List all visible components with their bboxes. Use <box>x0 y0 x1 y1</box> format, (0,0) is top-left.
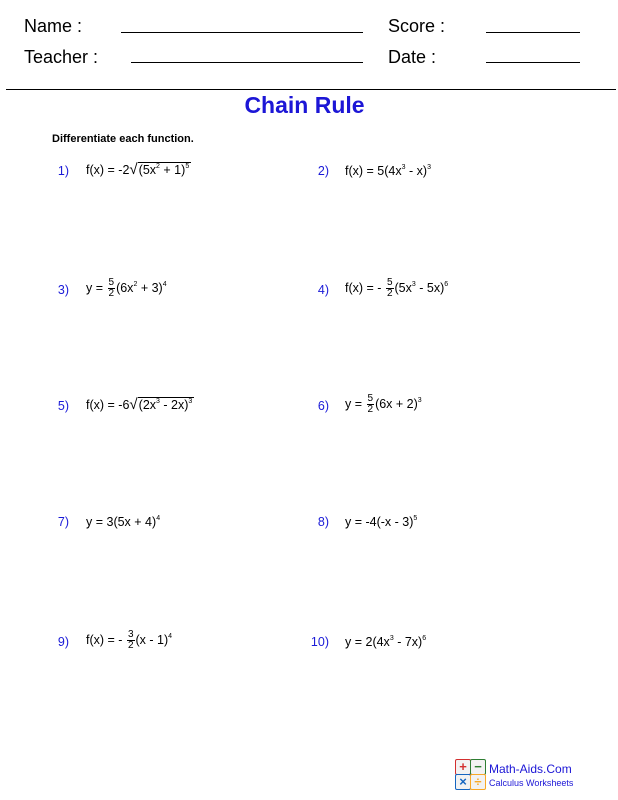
name-label: Name : <box>24 16 83 36</box>
worksheet-title: Chain Rule <box>244 92 365 118</box>
site-subtitle: Calculus Worksheets <box>489 778 574 788</box>
radical-content: $(5x^2 + 1)^5$ <box>138 163 190 177</box>
question-7-expression: $y = 3(5x + 4)^4$ <box>86 515 161 529</box>
question-number: 1) <box>57 164 69 178</box>
question-10-expression: $y = 2(4x^3 - 7x)^6$ <box>345 635 427 649</box>
divide-icon: ÷ <box>470 774 486 790</box>
question-3-expression: y = $\frac{5}{2}$ $(6x^2 + 3)^4$ <box>86 277 167 299</box>
question-number: 5) <box>57 399 69 413</box>
question-9-expression: f(x) = - $\frac{3}{2}$ (x - 1)$^4$ <box>86 629 173 651</box>
math-aids-logo-icon <box>455 759 485 789</box>
plus-icon: + <box>455 759 471 775</box>
question-number: 6) <box>317 399 329 413</box>
radical-content: $(2x^3 - 2x)^3$ <box>138 398 193 412</box>
name-line <box>121 32 363 33</box>
teacher-line <box>131 62 363 63</box>
radical-sign: √ <box>129 161 138 178</box>
question-4-expression: f(x) = - $\frac{5}{2}$ $(5x^3 - 5x)^6$ <box>345 277 449 299</box>
fraction: $\frac{5}{2}$ <box>108 277 115 299</box>
teacher-label: Teacher : <box>24 47 99 67</box>
radical-sign: √ <box>129 396 138 413</box>
date-line <box>486 62 580 63</box>
question-number: 4) <box>317 283 329 297</box>
score-label: Score : <box>388 16 446 36</box>
question-6-expression: y = $\frac{5}{2}$ $(6x + 2)^3$ <box>345 393 422 415</box>
question-number: 10) <box>310 635 329 649</box>
date-label: Date : <box>388 47 437 67</box>
fraction: $\frac{5}{2}$ <box>386 277 393 299</box>
multiply-icon: × <box>455 774 471 790</box>
question-number: 2) <box>317 164 329 178</box>
question-number: 9) <box>57 635 69 649</box>
question-number: 7) <box>57 515 69 529</box>
score-line <box>486 32 580 33</box>
footer-branding <box>455 759 615 793</box>
fraction: $\frac{5}{2}$ <box>367 393 374 415</box>
expr-text: f(x) = -2 <box>86 163 130 177</box>
minus-icon: − <box>470 759 486 775</box>
site-name: Math-Aids.Com <box>489 762 572 776</box>
question-5-expression: $f(x) = -6√(2x^3 - 2x)^3$ <box>86 396 193 413</box>
fraction: $\frac{3}{2}$ <box>127 629 134 651</box>
question-1-expression <box>86 161 191 178</box>
question-number: 3) <box>57 283 69 297</box>
question-number: 8) <box>317 515 329 529</box>
question-2-expression: $f(x) = 5(4x^3 - x)^3$ <box>345 164 431 178</box>
instructions: Differentiate each function. <box>52 133 194 145</box>
question-8-expression: y = -4(-x - 3)$^5$ <box>345 515 418 529</box>
